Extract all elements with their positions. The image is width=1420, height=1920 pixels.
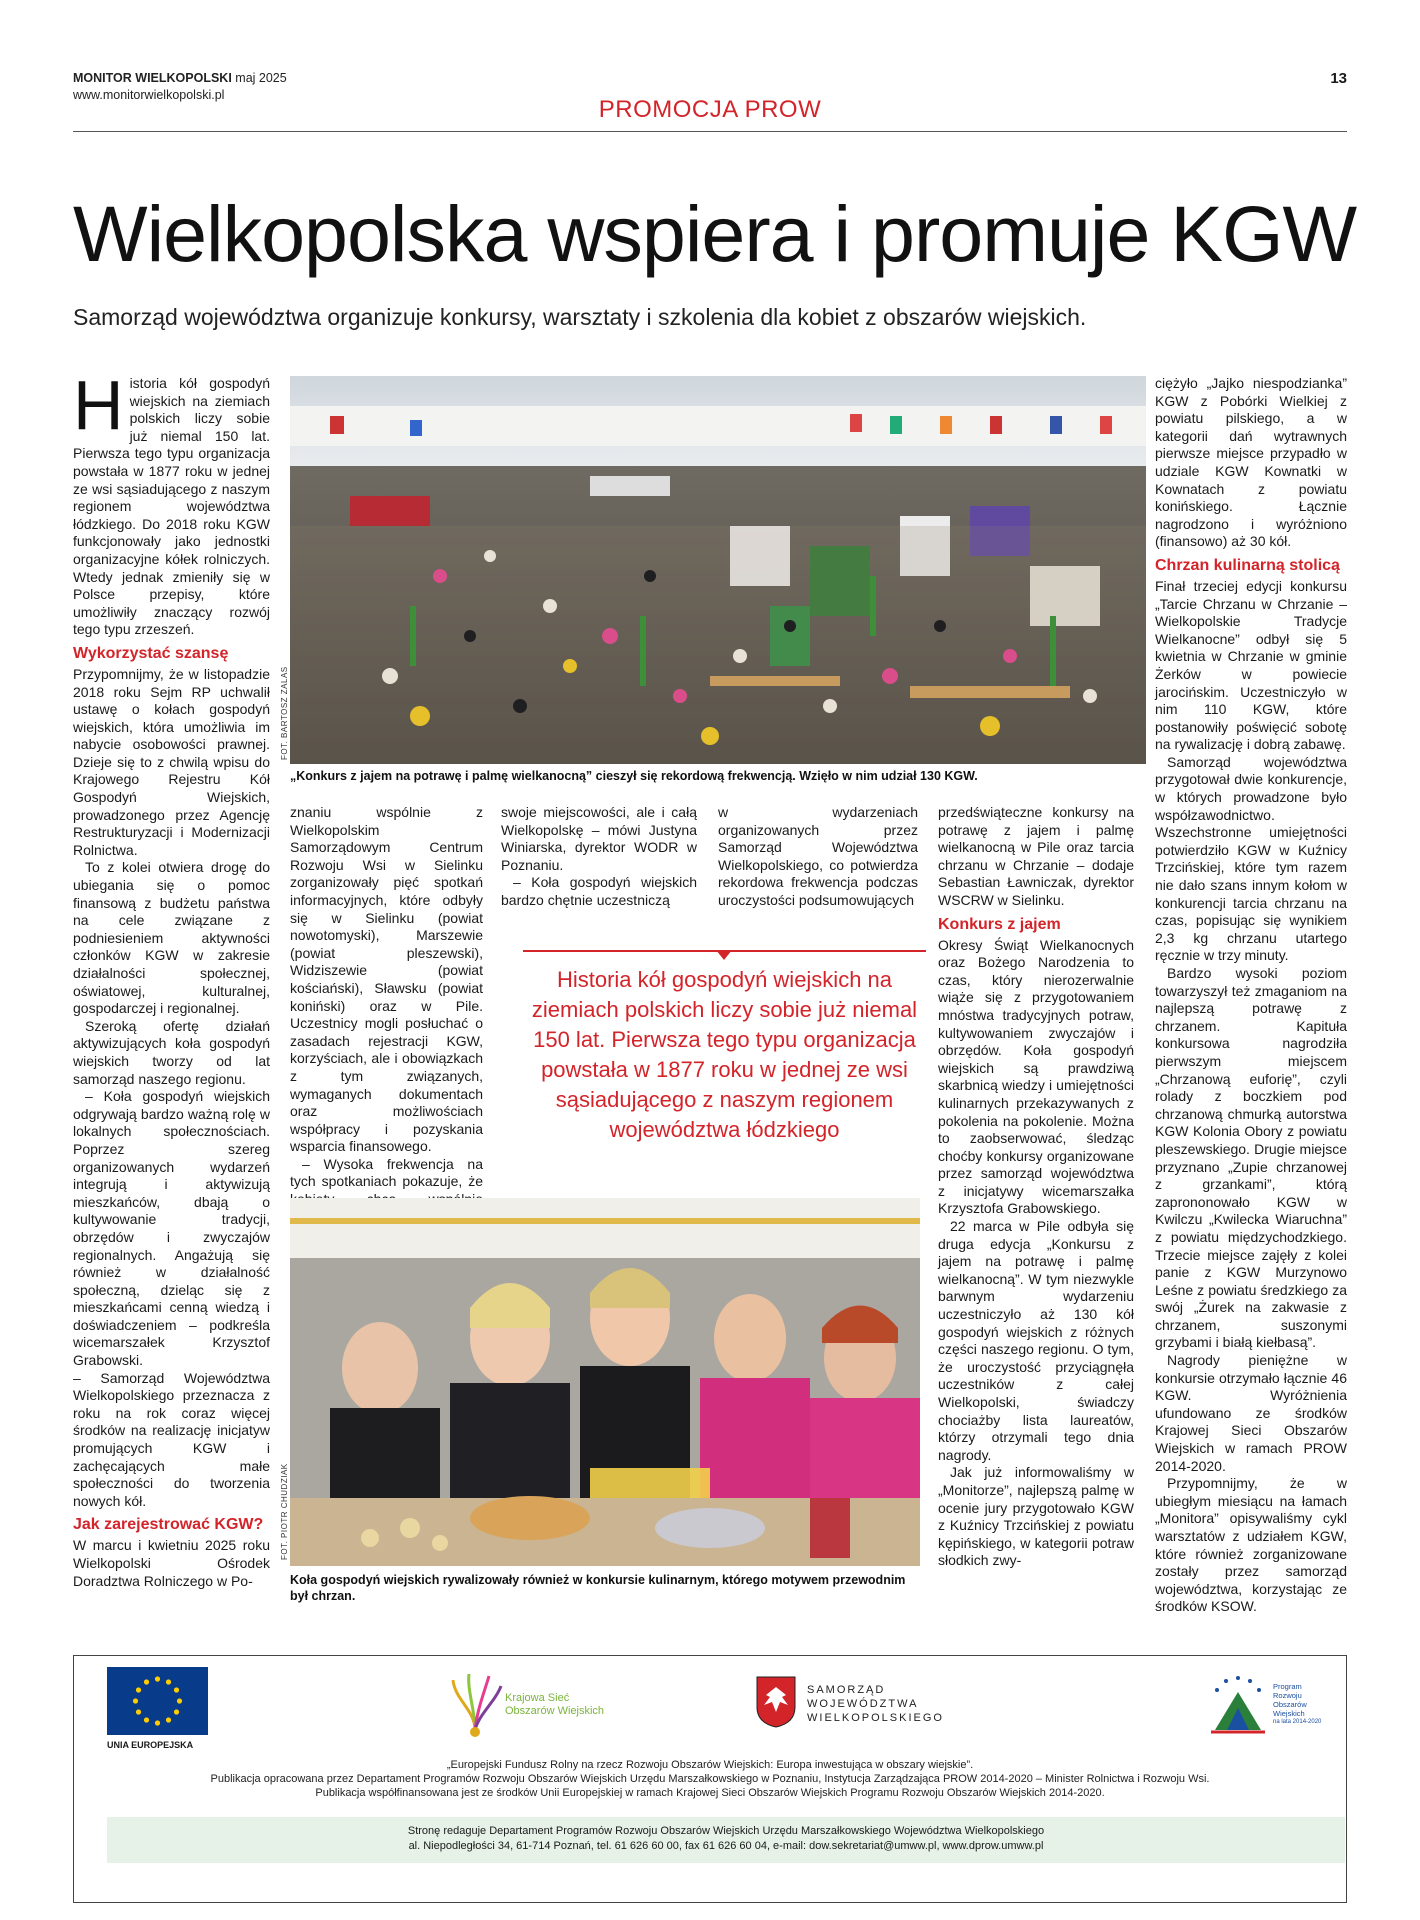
col6-paragraph: Samorząd województwa przygotował dwie konkurencje, w których prowadzone było współzawodnictwo. Wszechstronne umiejętności potwierdziło KGW w Kuźnicy Trzcińskiej, które tym razem nie dało szans innym kołom w konkurencji tarcia chrzanu na czas, popisując się wynikiem 2,3 kg chrzanu utartego ręcznie w trzy minuty. (1155, 753, 1347, 964)
col1-paragraph: W marcu i kwietniu 2025 roku Wielkopolski Ośrodek Doradztwa Rolniczego w Po- (73, 1537, 270, 1589)
section-label: PROMOCJA PROW (598, 96, 822, 123)
col1-paragraph: Przypomnijmy, że w listopadzie 2018 roku Sejm RP uchwalił ustawę o kołach gospodyń wiejskich, która umożliwia im nabycie osobowości prawnej. Dzieje się to z chwilą wpisu do Krajowego Rejestru Kół Gospodyń Wiejskich, prowadzonego przez Agencję Restrukturyzacji i Modernizacji Rolnictwa. (73, 665, 270, 858)
photo-crowd-hall-illustration (290, 376, 1146, 764)
subhead-chrzan: Chrzan kulinarną stolicą (1155, 556, 1340, 574)
col6-paragraph: Nagrody pieniężne w konkursie otrzymało łącznie 46 KGW. Wyróżnienia ufundowano ze środków Krajowej Sieci Obszarów Wiejskich w ramach PROW 2014-2020. (1155, 1352, 1347, 1474)
column-4 (718, 804, 918, 910)
eu-flag-icon (107, 1667, 208, 1735)
funding-line-1: „Europejski Fundusz Rolny na rzecz Rozwoju Obszarów Wiejskich: Europa inwestująca w obszary wiejskie”. (446, 1759, 974, 1771)
editor-line-1: Stronę redaguje Departament Programów Rozwoju Obszarów Wiejskich Urzędu Marszałkowskiego Województwa Wielkopolskiego (407, 1825, 1045, 1837)
col1-intro: istoria kół gospodyń wiejskich na ziemiach polskich liczy sobie już niemal 150 lat. Pierwsza tego typu organizacja powstała w 1877 roku w jednej ze wsi sąsiadującego z naszym regionem województwa łódzkiego. Do 2018 roku KGW funkcjonowały jako jednostki organizacyjne kółek rolniczych. Wtedy jednak zmieniły się w Polsce przepisy, które umożliwiły znaczący rozwój tego typu zrzeszeń. (73, 375, 270, 638)
col6-paragraph: Przypomnijmy, że w ubiegłym miesiącu na łamach „Monitora” opisywaliśmy cykl warsztatów z udziałem KGW, które również zorganizowane zostały przez samorząd województwa, korzystając ze środków KSOW. (1155, 1475, 1347, 1615)
drop-cap: H (73, 366, 124, 444)
samorzad-logo (755, 1675, 985, 1735)
prow-logo (1205, 1672, 1335, 1744)
col6-paragraph: Finał trzeciej edycji konkursu „Tarcie Chrzanu w Chrzanie – Wielkopolskie Tradycje Wielkanocne” odbył się 5 kwietnia w Chrzanie w gminie Żerków w powiecie jarocińskim. Uczestniczyło w nim 110 KGW, które postanowiły poświęcić sobotę na rywalizację i dobrą zabawę. (1155, 577, 1347, 753)
pullquote: Historia kół gospodyń wiejskich na ziemiach polskich liczy sobie już niemal 150 lat. Pierwsza tego typu organizacja powstała w 1877 roku w jednej ze wsi sąsiadującego z naszym regionem województwa łódzkiego (531, 967, 918, 1142)
pullquote-arrow (716, 950, 732, 960)
col2-paragraph: – Wysoka frekwencja na tych spotkaniach pokazuje, że (290, 1155, 483, 1190)
column-1 (73, 366, 270, 1590)
col5-paragraph: przedświąteczne konkursy na potrawę z jajem i palmę wielkanocną w Pile oraz tarcia chrzanu w Chrzanie – dodaje Sebastian Ławniczak, dyrektor WSCRW w Sielinku. (938, 804, 1134, 908)
col2-paragraph: znaniu wspólnie z Wielkopolskim Samorządowym Centrum Rozwoju Wsi w Sielinku zorganizowały pięć spotkań informacyjnych, które odbyły się w Sielinku (powiat nowotomyski), Marszewie (powiat pleszewski), Widziszewie (powiat kościański), Sławsku (powiat koniński) oraz w Pile. Uczestnicy mogli posłuchać o zasadach rejestracji KGW, korzyściach, ale i obowiązkach z tym związanych, wymaganych dokumentach oraz możliwościach współpracy i pozyskania wsparcia finansowego. (290, 804, 483, 1155)
funding-line-2: Publikacja opracowana przez Departament Programów Rozwoju Obszarów Wiejskich Urzędu Marszałkowskiego w Poznaniu, Instytucja Zarządzająca PROW 2014-2020 – Minister Rolnictwa i Rozwoju Wsi. (210, 1773, 1210, 1785)
col3-paragraph: – Koła gospodyń wiejskich bardzo chętnie uczestniczą (501, 874, 697, 908)
eu-label: UNIA EUROPEJSKA (107, 1740, 194, 1750)
samorzad-line-1: SAMORZĄD (807, 1684, 886, 1696)
subhead-wykorzystac: Wykorzystać szansę (73, 644, 229, 662)
col6-paragraph: ciężyło „Jajko niespodzianka” KGW z Pobórki Wielkiej z powiatu pilskiego, a w kategorii dań wytrawnych pierwsze miejsce przypadło w udziale KGW Kownatki w Kownatach z powiatu konińskiego. Łącznie nagrodzono i wyróżniono (finansowo) aż 30 kół. (1155, 375, 1347, 550)
editor-info-box (107, 1817, 1345, 1863)
publication-url[interactable]: www.monitorwielkopolski.pl (73, 88, 225, 102)
header-rule (73, 131, 1347, 132)
prow-line-2: Rozwoju (1273, 1691, 1302, 1700)
col5-paragraph: Okresy Świąt Wielkanocnych oraz Bożego Narodzenia to czas, który nierozerwalnie wiąże się z przygotowaniem mnóstwa tradycyjnych potraw, kultywowaniem zwyczajów i obrzędów. Koła gospodyń wiejskich są prawdziwą skarbnicą wiedzy i umiejętności kulinarnych przekazywanych z pokolenia na pokolenie. Można to zaobserwować, śledząc choćby konkursy organizowane przez samorząd województwa z inicjatywy wicemarszałka Krzysztofa Grabowskiego. (938, 936, 1134, 1217)
col1-paragraph: To z kolei otwiera drogę do ubiegania się o pomoc finansową z budżetu państwa na cele związane z podniesieniem aktywności członków KGW w zakresie działalności społecznej, oświatowej, kulturalnej, gospodarczej i regionalnej. (73, 859, 270, 1017)
samorzad-line-2: WOJEWÓDZTWA (807, 1698, 919, 1710)
column-5 (938, 804, 1134, 1570)
samorzad-line-3: WIELKOPOLSKIEGO (807, 1712, 944, 1724)
ksow-logo (445, 1670, 635, 1740)
col6-paragraph: Bardzo wysoki poziom towarzyszył też zmaganiom na najlepszą potrawę z chrzanem. Kapituła konkursowa nagrodziła pierwszym miejscem „Chrzanową euforię”, czyli rolady z boczkiem pod chrzanową chmurką autorstwa KGW Kolonia Obory z powiatu pleszewskiego. Drugie miejsce przyznano „Zupie chrzanowej z grzankami”, którą zaprononowało KGW w Kwilczu „Kwilecka Wiaruchna” z powiatu międzychodzkiego. Trzecie miejsce zajęły z kolei panie z KGW Murzynowo Leśne z powiatu średzkiego za swój „Żurek na zakwasie z chrzanem, suszonymi grzybami i białą kiełbasą”. (1155, 965, 1347, 1351)
article-title: Wielkopolska wspiera i promuje KGW (73, 189, 1357, 278)
photo-kgw-women (290, 1198, 920, 1566)
col3-paragraph: swoje miejscowości, ale i całą Wielkopolskę – mówi Justyna Winiarska, dyrektor WODR w Poznaniu. (501, 804, 697, 873)
prow-line-4: Wiejskich (1273, 1709, 1305, 1718)
ksow-logo-icon (445, 1670, 505, 1740)
column-3 (501, 804, 697, 910)
funding-line-3: Publikacja współfinansowana jest ze środków Unii Europejskiej w ramach Krajowej Sieci Obszarów Wiejskich Programu Rozwoju Obszarów Wiejskich 2014-2020. (315, 1787, 1105, 1799)
prow-line-1: Program (1273, 1682, 1302, 1691)
prow-logo-icon (1205, 1672, 1271, 1738)
photo-crowd-hall (290, 376, 1146, 764)
col5-paragraph: 22 marca w Pile odbyła się druga edycja „Konkursu z jajem na potrawę i palmę wielkanocną”. W tym niezwykle barwnym wydarzeniu uczestniczyło aż 130 kół gospodyń wiejskich z różnych części naszego regionu. O tym, że uroczystość przyciągnęła uczestników z całej Wielkopolski, świadczy chociażby lista laureatów, którzy otrzymali tego dnia nagrody. (938, 1218, 1134, 1463)
col5-paragraph: Jak już informowaliśmy w „Monitorze”, najlepszą palmę w ocenie jury przygotowało KGW z Kuźnicy Trzcińskiej z powiatu kępińskiego, w kategorii potraw słodkich zwy- (938, 1464, 1134, 1569)
publication-name: MONITOR WIELKOPOLSKI (73, 71, 232, 85)
prow-line-5: na lata 2014-2020 (1273, 1719, 1322, 1725)
col1-paragraph: – Samorząd Województwa Wielkopolskiego przeznacza z roku na rok coraz więcej środków na realizację inicjatyw promujących KGW i zachęcających małe społeczności do tworzenia nowych kół. (73, 1369, 270, 1509)
funding-statement (73, 1758, 1347, 1800)
col1-paragraph: – Koła gospodyń wiejskich odgrywają bardzo ważną rolę w lokalnych społecznościach. Poprzez szereg organizowanych wydarzeń integrują i aktywizują mieszkańców, dbają o kultywowanie tradycji, obrzędów i zwyczajów regionalnych. Angażują się również w działalność społeczną, dzieląc się z mieszkańcami cenną wiedzą i doświadczeniem – podkreśla wicemarszałek Krzysztof Grabowski. (73, 1088, 270, 1369)
photo1-credit: FOT. BARTOSZ ZALAS (280, 666, 289, 760)
subhead-jak-zarejestrowac: Jak zarejestrować KGW? (73, 1516, 264, 1534)
subhead-konkurs-z-jajem: Konkurs z jajem (938, 915, 1061, 933)
editor-line-2: al. Niepodległości 34, 61-714 Poznań, tel. 61 626 60 00, fax 61 626 60 04, e-mail: dow.sekretariat@umww.pl, www.dprow.umww.pl (408, 1840, 1044, 1852)
col1-paragraph: Szeroką ofertę działań aktywizujących koła gospodyń wiejskich tworzy od lat samorząd naszego regionu. (73, 1017, 270, 1087)
prow-line-3: Obszarów (1273, 1700, 1307, 1709)
column-2 (290, 804, 483, 1244)
page-number: 13 (1330, 70, 1347, 87)
photo2-credit: FOT. PIOTR CHUDZIAK (280, 1463, 289, 1560)
wielkopolska-crest-icon (755, 1675, 797, 1729)
photo-kgw-women-illustration (290, 1198, 920, 1566)
issue-date: maj 2025 (235, 71, 287, 85)
col4-paragraph: w wydarzeniach organizowanych przez Samorząd Województwa Wielkopolskiego, co potwierdza rekordowa frekwencja podczas uroczystości podsumowujących (718, 804, 918, 908)
photo2-caption: Koła gospodyń wiejskich rywalizowały również w konkursie kulinarnym, którego motywem przewodnim był chrzan. (290, 1573, 906, 1603)
article-lead: Samorząd województwa organizuje konkursy, warsztaty i szkolenia dla kobiet z obszarów wiejskich. (73, 304, 1087, 330)
ksow-line-2: Obszarów Wiejskich (505, 1705, 605, 1717)
ksow-line-1: Krajowa Sieć (505, 1692, 570, 1704)
photo1-caption: „Konkurs z jajem na potrawę i palmę wielkanocną” cieszył się rekordową frekwencją. Wzięło w nim udział 130 KGW. (290, 769, 978, 783)
column-6 (1155, 375, 1347, 1616)
